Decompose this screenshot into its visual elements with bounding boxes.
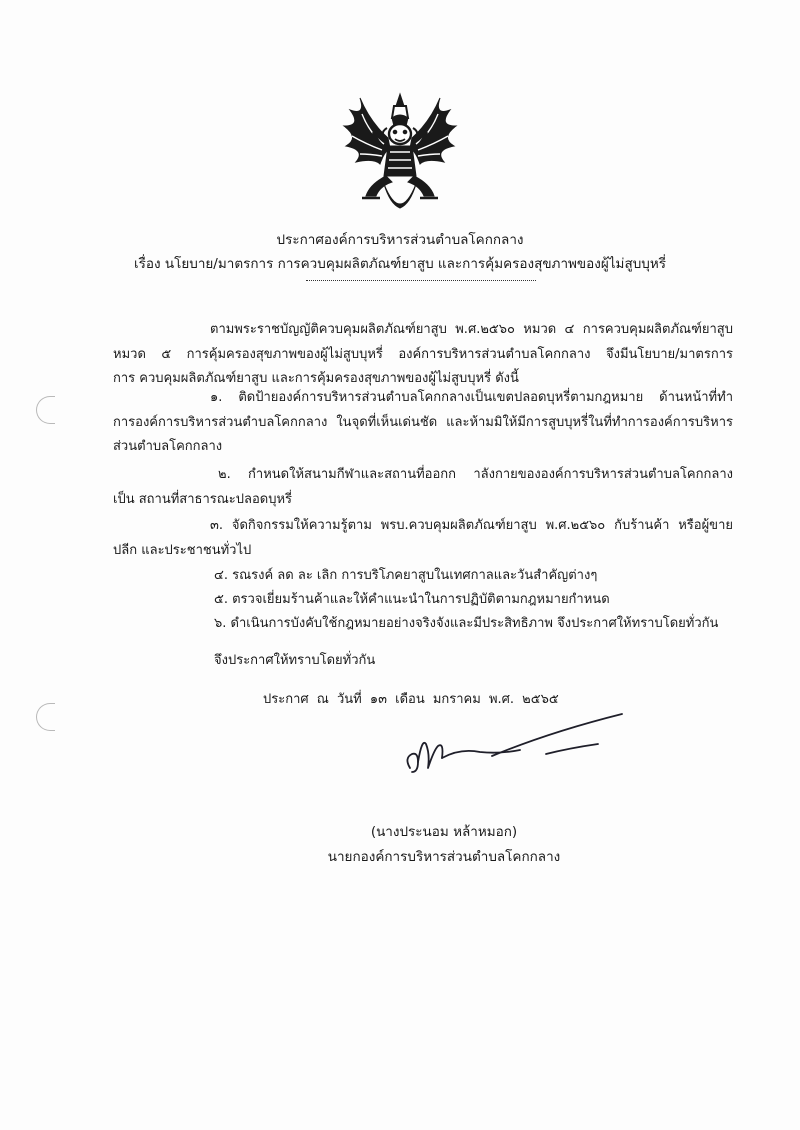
intro-line: การ ควบคุมผลิตภัณฑ์ยาสูบ และการคุ้มครองสุขภาพของผู้ไม่สูบบุหรี่ ดังนี้	[113, 371, 519, 386]
announcement-date: ประกาศ ณ วันที่ ๑๓ เดือน มกราคม พ.ศ. ๒๕๖๕	[263, 692, 559, 707]
signer-title: นายกองค์การบริหารส่วนตำบลโคกกลาง	[327, 849, 561, 865]
policy-item-line: การองค์การบริหารส่วนตำบลโคกกลาง ในจุดที่เห็นเด่นชัด และห้ามมิให้มีการสูบบุหรี่ในที่ทำการองค์การบริหาร	[113, 414, 733, 430]
policy-item-3	[113, 514, 733, 563]
policy-item-line: ส่วนตำบลโคกกลาง	[113, 439, 223, 454]
intro-line: หมวด ๕ การคุ้มครองสุขภาพของผู้ไม่สูบบุหรี่ องค์การบริหารส่วนตำบลโคกกลาง จึงมีนโยบาย/มาตรการ	[113, 346, 733, 362]
policy-item-2	[113, 463, 733, 512]
policy-item-6: ๖. ดำเนินการบังคับใช้กฎหมายอย่างจริงจังและมีประสิทธิภาพ จึงประกาศให้ทราบโดยทั่วกัน	[214, 616, 719, 631]
header-dotted-divider	[306, 280, 536, 281]
intro-paragraph	[113, 318, 733, 392]
policy-item-1	[113, 386, 733, 460]
punch-hole-mark	[36, 396, 55, 424]
closing-statement: จึงประกาศให้ทราบโดยทั่วกัน	[214, 653, 376, 668]
policy-item-line: ๓. จัดกิจกรรมให้ความรู้ตาม พรบ.ควบคุมผลิตภัณฑ์ยาสูบ พ.ศ.๒๕๖๐ กับร้านค้า หรือผู้ขาย	[210, 518, 733, 533]
announcement-title: ประกาศองค์การบริหารส่วนตำบลโคกกลาง	[276, 232, 524, 248]
policy-item-line: เป็น สถานที่สาธารณะปลอดบุหรี่	[113, 491, 293, 507]
policy-item-line: ปลีก และประชาชนทั่วไป	[113, 542, 252, 558]
policy-item-4: ๔. รณรงค์ ลด ละ เลิก การบริโภคยาสูบในเทศกาลและวันสำคัญต่างๆ	[214, 568, 598, 583]
policy-item-line: ๑. ติดป้ายองค์การบริหารส่วนตำบลโคกกลางเป็นเขตปลอดบุหรี่ตามกฎหมาย ด้านหน้าที่ทำ	[210, 390, 733, 405]
intro-line: ตามพระราชบัญญัติควบคุมผลิตภัณฑ์ยาสูบ พ.ศ.๒๕๖๐ หมวด ๔ การควบคุมผลิตภัณฑ์ยาสูบ	[210, 322, 733, 337]
signer-name: (นางประนอม หล้าหมอก)	[370, 824, 518, 840]
handwritten-signature-icon	[400, 710, 630, 780]
policy-item-line: ๒. กำหนดให้สนามกีฬาและสถานที่ออกก าลังกายขององค์การบริหารส่วนตำบลโคกกลาง	[218, 467, 733, 482]
punch-hole-mark	[36, 703, 55, 731]
policy-item-5: ๕. ตรวจเยี่ยมร้านค้าและให้คำแนะนำในการปฏิบัติตามกฎหมายกำหนด	[214, 592, 610, 607]
announcement-subject: เรื่อง นโยบาย/มาตรการ การควบคุมผลิตภัณฑ์ยาสูบ และการคุ้มครองสุขภาพของผู้ไม่สูบบุหรี่	[134, 256, 666, 272]
garuda-emblem-icon	[340, 92, 460, 220]
